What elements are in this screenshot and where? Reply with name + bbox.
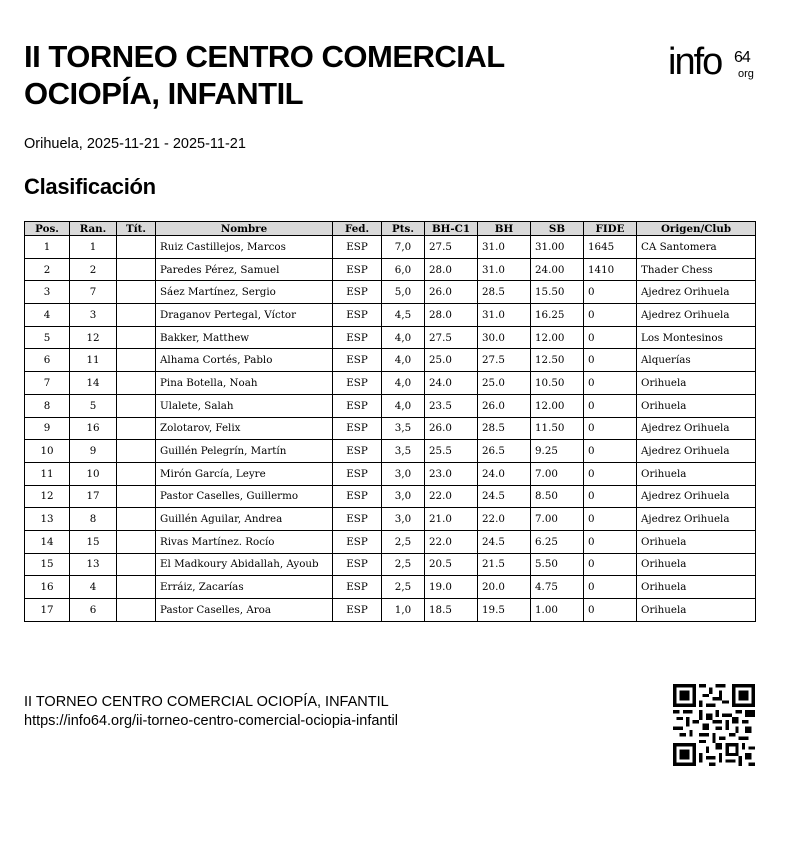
column-header-pts: Pts. — [382, 222, 425, 236]
cell-origen-club: Orihuela — [637, 599, 756, 622]
table-row — [25, 304, 756, 327]
section-title: Clasificación — [24, 174, 156, 199]
table-row — [25, 508, 756, 531]
cell-fed: ESP — [333, 236, 382, 259]
cell-fed: ESP — [333, 304, 382, 327]
cell-origen-club: Orihuela — [637, 372, 756, 395]
cell-origen-club: Alquerías — [637, 349, 756, 372]
footer-title: II TORNEO CENTRO COMERCIAL OCIOPÍA, INFANTIL — [24, 694, 389, 710]
info64-logo — [668, 40, 760, 88]
table-header-row — [25, 222, 756, 236]
cell-ran: 13 — [70, 553, 117, 576]
cell-sb: 12.50 — [531, 349, 584, 372]
cell-origen-club: Orihuela — [637, 394, 756, 417]
cell-origen-club: Ajedrez Orihuela — [637, 485, 756, 508]
cell-bh-c1: 26.0 — [425, 281, 478, 304]
cell-fide: 0 — [584, 372, 637, 395]
cell-nombre: Draganov Pertegal, Víctor — [156, 304, 333, 327]
cell-ran: 4 — [70, 576, 117, 599]
cell-bh: 31.0 — [478, 304, 531, 327]
cell-tit — [117, 576, 156, 599]
cell-fide: 0 — [584, 508, 637, 531]
cell-fed: ESP — [333, 508, 382, 531]
cell-bh-c1: 27.5 — [425, 326, 478, 349]
column-header-nombre: Nombre — [156, 222, 333, 236]
cell-bh: 21.5 — [478, 553, 531, 576]
cell-ran: 7 — [70, 281, 117, 304]
cell-nombre: Pina Botella, Noah — [156, 372, 333, 395]
cell-ran: 8 — [70, 508, 117, 531]
table-row — [25, 462, 756, 485]
cell-fide: 0 — [584, 326, 637, 349]
table-row — [25, 553, 756, 576]
cell-origen-club: Los Montesinos — [637, 326, 756, 349]
cell-bh-c1: 28.0 — [425, 304, 478, 327]
column-header-fide: FIDE — [584, 222, 637, 236]
cell-fed: ESP — [333, 530, 382, 553]
cell-fide: 0 — [584, 599, 637, 622]
cell-bh-c1: 26.0 — [425, 417, 478, 440]
table-row — [25, 281, 756, 304]
cell-sb: 6.25 — [531, 530, 584, 553]
cell-nombre: Ruiz Castillejos, Marcos — [156, 236, 333, 259]
cell-origen-club: Orihuela — [637, 530, 756, 553]
cell-pos: 2 — [25, 258, 70, 281]
cell-origen-club: Ajedrez Orihuela — [637, 440, 756, 463]
cell-bh: 20.0 — [478, 576, 531, 599]
column-header-bh-c1: BH-C1 — [425, 222, 478, 236]
cell-bh-c1: 19.0 — [425, 576, 478, 599]
cell-fed: ESP — [333, 440, 382, 463]
cell-fed: ESP — [333, 576, 382, 599]
logo-sup-text: 64 — [734, 49, 750, 66]
cell-bh: 30.0 — [478, 326, 531, 349]
table-row — [25, 576, 756, 599]
cell-pts: 4,0 — [382, 372, 425, 395]
cell-ran: 9 — [70, 440, 117, 463]
cell-nombre: Mirón García, Leyre — [156, 462, 333, 485]
cell-sb: 10.50 — [531, 372, 584, 395]
cell-origen-club: Orihuela — [637, 553, 756, 576]
logo-main-text: info — [668, 41, 722, 83]
cell-ran: 16 — [70, 417, 117, 440]
cell-ran: 17 — [70, 485, 117, 508]
cell-origen-club: Ajedrez Orihuela — [637, 281, 756, 304]
cell-ran: 6 — [70, 599, 117, 622]
cell-bh: 31.0 — [478, 236, 531, 259]
cell-bh: 19.5 — [478, 599, 531, 622]
cell-pos: 3 — [25, 281, 70, 304]
cell-sb: 16.25 — [531, 304, 584, 327]
cell-bh-c1: 21.0 — [425, 508, 478, 531]
cell-pos: 11 — [25, 462, 70, 485]
cell-fide: 0 — [584, 394, 637, 417]
cell-sb: 11.50 — [531, 417, 584, 440]
cell-fed: ESP — [333, 599, 382, 622]
cell-tit — [117, 236, 156, 259]
cell-origen-club: Thader Chess — [637, 258, 756, 281]
cell-pos: 16 — [25, 576, 70, 599]
cell-bh: 24.5 — [478, 485, 531, 508]
cell-bh: 25.0 — [478, 372, 531, 395]
table-row — [25, 349, 756, 372]
cell-tit — [117, 372, 156, 395]
cell-origen-club: Ajedrez Orihuela — [637, 417, 756, 440]
column-header-tit: Tít. — [117, 222, 156, 236]
cell-pts: 3,5 — [382, 417, 425, 440]
cell-tit — [117, 304, 156, 327]
cell-pos: 8 — [25, 394, 70, 417]
cell-bh: 22.0 — [478, 508, 531, 531]
column-header-pos: Pos. — [25, 222, 70, 236]
cell-tit — [117, 417, 156, 440]
cell-pts: 6,0 — [382, 258, 425, 281]
cell-fide: 0 — [584, 440, 637, 463]
cell-nombre: Alhama Cortés, Pablo — [156, 349, 333, 372]
table-row — [25, 326, 756, 349]
cell-ran: 12 — [70, 326, 117, 349]
cell-fide: 0 — [584, 485, 637, 508]
cell-pts: 4,0 — [382, 394, 425, 417]
cell-ran: 11 — [70, 349, 117, 372]
standings-table — [24, 221, 756, 622]
cell-nombre: Pastor Caselles, Guillermo — [156, 485, 333, 508]
cell-nombre: Sáez Martínez, Sergio — [156, 281, 333, 304]
cell-sb: 9.25 — [531, 440, 584, 463]
cell-bh-c1: 25.5 — [425, 440, 478, 463]
cell-bh-c1: 24.0 — [425, 372, 478, 395]
cell-pts: 5,0 — [382, 281, 425, 304]
table-row — [25, 599, 756, 622]
cell-pos: 15 — [25, 553, 70, 576]
cell-sb: 12.00 — [531, 326, 584, 349]
cell-pos: 12 — [25, 485, 70, 508]
cell-nombre: El Madkoury Abidallah, Ayoub — [156, 553, 333, 576]
cell-sb: 7.00 — [531, 462, 584, 485]
cell-pts: 7,0 — [382, 236, 425, 259]
cell-bh-c1: 22.0 — [425, 530, 478, 553]
cell-pts: 3,0 — [382, 462, 425, 485]
cell-pos: 17 — [25, 599, 70, 622]
cell-pts: 4,0 — [382, 326, 425, 349]
cell-tit — [117, 553, 156, 576]
cell-nombre: Rivas Martínez. Rocío — [156, 530, 333, 553]
cell-bh-c1: 22.0 — [425, 485, 478, 508]
cell-tit — [117, 394, 156, 417]
cell-sb: 12.00 — [531, 394, 584, 417]
cell-sb: 5.50 — [531, 553, 584, 576]
cell-bh-c1: 27.5 — [425, 236, 478, 259]
footer-url[interactable]: https://info64.org/ii-torneo-centro-comercial-ociopia-infantil — [24, 713, 398, 729]
cell-origen-club: Ajedrez Orihuela — [637, 508, 756, 531]
cell-ran: 2 — [70, 258, 117, 281]
cell-bh-c1: 25.0 — [425, 349, 478, 372]
table-row — [25, 485, 756, 508]
cell-pos: 1 — [25, 236, 70, 259]
cell-pos: 9 — [25, 417, 70, 440]
cell-pts: 3,0 — [382, 508, 425, 531]
column-header-bh: BH — [478, 222, 531, 236]
cell-tit — [117, 530, 156, 553]
cell-tit — [117, 281, 156, 304]
cell-pos: 13 — [25, 508, 70, 531]
cell-fed: ESP — [333, 485, 382, 508]
cell-nombre: Guillén Aguilar, Andrea — [156, 508, 333, 531]
cell-fide: 0 — [584, 417, 637, 440]
cell-tit — [117, 508, 156, 531]
cell-pos: 6 — [25, 349, 70, 372]
cell-tit — [117, 258, 156, 281]
qr-code-icon — [673, 684, 755, 766]
cell-ran: 14 — [70, 372, 117, 395]
cell-tit — [117, 440, 156, 463]
cell-nombre: Erráiz, Zacarías — [156, 576, 333, 599]
cell-bh-c1: 28.0 — [425, 258, 478, 281]
cell-ran: 15 — [70, 530, 117, 553]
page-title: II TORNEO CENTRO COMERCIAL OCIOPÍA, INFANTIL — [24, 39, 505, 111]
cell-sb: 7.00 — [531, 508, 584, 531]
cell-bh-c1: 23.0 — [425, 462, 478, 485]
cell-bh-c1: 23.5 — [425, 394, 478, 417]
cell-sb: 31.00 — [531, 236, 584, 259]
cell-ran: 5 — [70, 394, 117, 417]
cell-fide: 1410 — [584, 258, 637, 281]
cell-bh: 31.0 — [478, 258, 531, 281]
cell-fide: 0 — [584, 349, 637, 372]
cell-bh-c1: 20.5 — [425, 553, 478, 576]
table-row — [25, 236, 756, 259]
cell-origen-club: Orihuela — [637, 462, 756, 485]
cell-tit — [117, 326, 156, 349]
table-row — [25, 417, 756, 440]
cell-nombre: Ulalete, Salah — [156, 394, 333, 417]
footer — [24, 693, 398, 731]
cell-sb: 15.50 — [531, 281, 584, 304]
column-header-origen-club: Origen/Club — [637, 222, 756, 236]
cell-pts: 2,5 — [382, 553, 425, 576]
cell-fide: 0 — [584, 576, 637, 599]
cell-fide: 0 — [584, 530, 637, 553]
cell-origen-club: Orihuela — [637, 576, 756, 599]
cell-fed: ESP — [333, 394, 382, 417]
cell-bh: 24.5 — [478, 530, 531, 553]
cell-bh: 27.5 — [478, 349, 531, 372]
cell-bh: 28.5 — [478, 281, 531, 304]
cell-fed: ESP — [333, 258, 382, 281]
cell-fed: ESP — [333, 349, 382, 372]
cell-fed: ESP — [333, 372, 382, 395]
cell-pos: 5 — [25, 326, 70, 349]
cell-tit — [117, 462, 156, 485]
cell-fed: ESP — [333, 326, 382, 349]
cell-nombre: Paredes Pérez, Samuel — [156, 258, 333, 281]
cell-fed: ESP — [333, 281, 382, 304]
cell-ran: 1 — [70, 236, 117, 259]
cell-ran: 3 — [70, 304, 117, 327]
cell-bh: 24.0 — [478, 462, 531, 485]
cell-bh: 26.5 — [478, 440, 531, 463]
table-row — [25, 440, 756, 463]
cell-fide: 0 — [584, 553, 637, 576]
cell-sb: 8.50 — [531, 485, 584, 508]
cell-pos: 10 — [25, 440, 70, 463]
cell-pts: 3,0 — [382, 485, 425, 508]
cell-ran: 10 — [70, 462, 117, 485]
cell-pts: 4,0 — [382, 349, 425, 372]
cell-pts: 2,5 — [382, 530, 425, 553]
cell-nombre: Zolotarov, Felix — [156, 417, 333, 440]
logo-org-text: org — [738, 68, 754, 80]
column-header-fed: Fed. — [333, 222, 382, 236]
cell-fide: 0 — [584, 281, 637, 304]
cell-pts: 2,5 — [382, 576, 425, 599]
cell-fide: 0 — [584, 304, 637, 327]
table-row — [25, 530, 756, 553]
cell-pos: 7 — [25, 372, 70, 395]
cell-nombre: Bakker, Matthew — [156, 326, 333, 349]
cell-pts: 3,5 — [382, 440, 425, 463]
cell-origen-club: Ajedrez Orihuela — [637, 304, 756, 327]
cell-bh: 26.0 — [478, 394, 531, 417]
cell-pts: 1,0 — [382, 599, 425, 622]
table-row — [25, 372, 756, 395]
cell-sb: 24.00 — [531, 258, 584, 281]
cell-pos: 14 — [25, 530, 70, 553]
table-row — [25, 394, 756, 417]
cell-fide: 0 — [584, 462, 637, 485]
cell-tit — [117, 485, 156, 508]
cell-nombre: Pastor Caselles, Aroa — [156, 599, 333, 622]
cell-sb: 1.00 — [531, 599, 584, 622]
cell-sb: 4.75 — [531, 576, 584, 599]
cell-fide: 1645 — [584, 236, 637, 259]
cell-origen-club: CA Santomera — [637, 236, 756, 259]
cell-pos: 4 — [25, 304, 70, 327]
cell-bh-c1: 18.5 — [425, 599, 478, 622]
cell-nombre: Guillén Pelegrín, Martín — [156, 440, 333, 463]
cell-fed: ESP — [333, 462, 382, 485]
table-row — [25, 258, 756, 281]
cell-pts: 4,5 — [382, 304, 425, 327]
tournament-location-dates: Orihuela, 2025-11-21 - 2025-11-21 — [24, 136, 246, 152]
column-header-sb: SB — [531, 222, 584, 236]
column-header-ran: Ran. — [70, 222, 117, 236]
cell-fed: ESP — [333, 417, 382, 440]
cell-bh: 28.5 — [478, 417, 531, 440]
cell-tit — [117, 349, 156, 372]
cell-fed: ESP — [333, 553, 382, 576]
cell-tit — [117, 599, 156, 622]
